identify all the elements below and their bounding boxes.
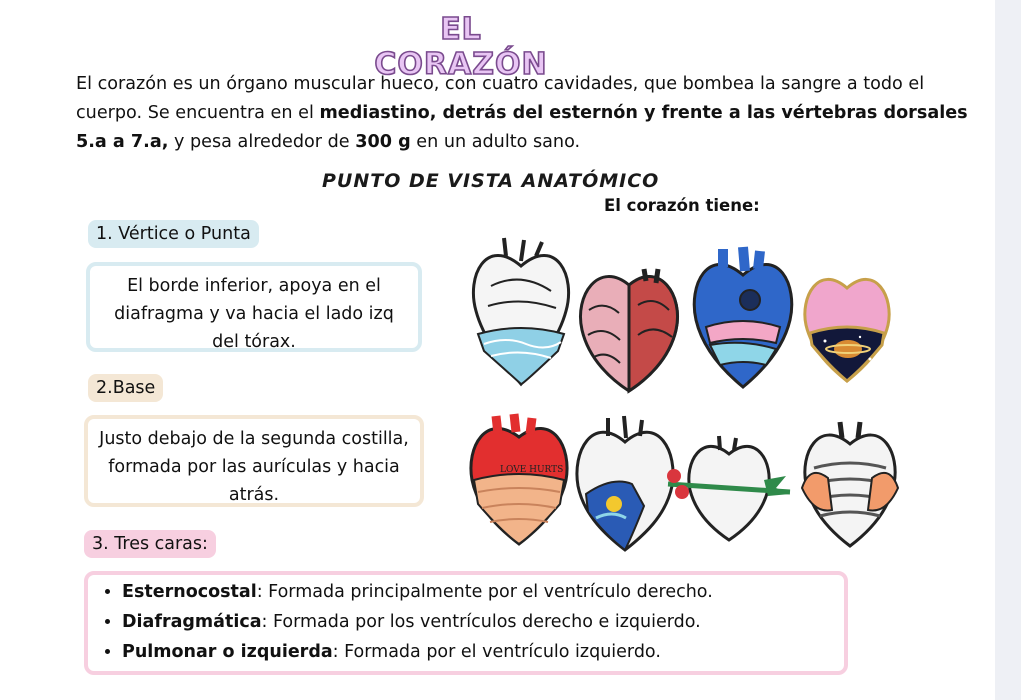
section-heading: PUNTO DE VISTA ANATÓMICO [322, 170, 660, 192]
scrollbar[interactable] [995, 0, 1021, 700]
apex-tag: 1. Vértice o Punta [88, 220, 259, 248]
page-title: EL CORAZÓN [374, 12, 548, 82]
apex-box: El borde inferior, apoya en el diafragma y va hacia el lado izq del tórax. [86, 262, 422, 352]
love-hurts-text: LOVE HURTS [500, 465, 564, 475]
face-term: Pulmonar o izquierda [122, 642, 333, 662]
heart-blue-pin-icon [688, 245, 798, 391]
face-term: Diafragmática [122, 612, 262, 632]
faces-list [98, 577, 834, 667]
heart-roses-pin-icon [664, 432, 794, 544]
heart-hands-pin-icon [800, 418, 900, 550]
heart-has-label: El corazón tiene: [604, 196, 760, 215]
intro-text-3: en un adulto sano. [410, 132, 581, 152]
list-item [122, 577, 834, 607]
heart-brain-pin-icon [574, 265, 684, 395]
heart-starry-night-pin-icon [572, 414, 678, 554]
heart-wave-pin-icon [466, 236, 576, 388]
face-term: Esternocostal [122, 582, 257, 602]
intro-paragraph [76, 70, 981, 157]
intro-bold-location: mediastino, detrás del esternón y frente a las vértebras dorsales 5.a a 7.a, [76, 103, 968, 152]
intro-text-1: El corazón es un órgano muscular hueco, con cuatro cavidades, que bombea la sangre a todo el cuerpo. Se encuentra en el [76, 74, 925, 123]
faces-tag: 3. Tres caras: [84, 530, 216, 558]
list-item [122, 637, 834, 667]
base-tag: 2.Base [88, 374, 163, 402]
face-desc: : Formada por los ventrículos derecho e izquierdo. [261, 612, 701, 632]
list-item [122, 607, 834, 637]
heart-galaxy-pin-icon [800, 263, 894, 385]
faces-box [84, 571, 848, 675]
intro-bold-weight: 300 g [355, 132, 411, 152]
heart-love-hurts-pin-icon [466, 412, 572, 548]
base-box: Justo debajo de la segunda costilla, formada por las aurículas y hacia atrás. [84, 415, 424, 507]
face-desc: : Formada por el ventrículo izquierdo. [332, 642, 661, 662]
face-desc: : Formada principalmente por el ventrículo derecho. [256, 582, 713, 602]
intro-text-2: y pesa alrededor de [168, 132, 356, 152]
